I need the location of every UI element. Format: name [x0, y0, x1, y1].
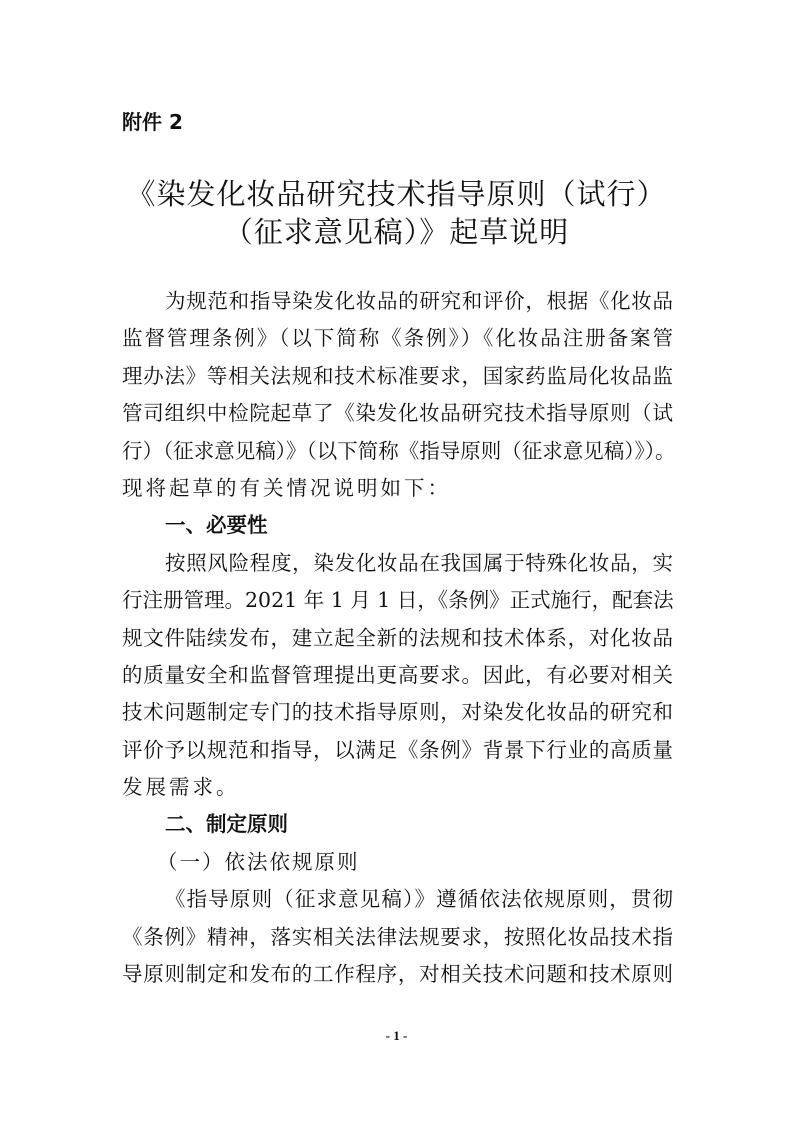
intro-line: 监督管理条例》（以下简称《条例》）《化妆品注册备案管: [122, 326, 673, 351]
section-heading-necessity: 一、必要性: [165, 513, 268, 538]
document-title-line-2: （征求意见稿）》起草说明: [223, 215, 570, 249]
section1-line: 的质量安全和监督管理提出更高要求。因此，有必要对相关: [122, 662, 673, 687]
document-title-line-1: 《染发化妆品研究技术指导原则（试行）: [126, 177, 667, 211]
subsection-heading-legal: （一）依法依规原则: [157, 849, 360, 874]
section1-line: 评价予以规范和指导，以满足《条例》背景下行业的高质量: [122, 737, 673, 762]
page-number: - 1 -: [385, 1028, 408, 1043]
intro-line: 管司组织中检院起草了《染发化妆品研究技术指导原则（试: [122, 401, 673, 426]
section1-line: 技术问题制定专门的技术指导原则，对染发化妆品的研究和: [122, 700, 673, 725]
section1-line: 发展需求。: [122, 775, 240, 800]
subsection-line: 导原则制定和发布的工作程序，对相关技术问题和技术原则: [122, 962, 673, 987]
attachment-label: 附件 2: [122, 110, 183, 134]
section1-line: 按照风险程度，染发化妆品在我国属于特殊化妆品，实: [165, 550, 673, 575]
intro-line: 现将起草的有关情况说明如下：: [122, 475, 451, 500]
section1-line: 行注册管理。2021 年 1 月 1 日，《条例》正式施行，配套法: [122, 588, 674, 613]
document-body: [122, 283, 676, 993]
section-heading-principles: 二、制定原则: [165, 812, 288, 837]
subsection-line: 《指导原则（征求意见稿）》遵循依法依规原则，贯彻: [165, 887, 673, 912]
subsection-line: 《条例》精神，落实相关法律法规要求，按照化妆品技术指: [122, 924, 673, 949]
intro-line: 为规范和指导染发化妆品的研究和评价，根据《化妆品: [165, 289, 673, 313]
intro-line: 理办法》等相关法规和技术标准要求，国家药监局化妆品监: [122, 363, 673, 388]
intro-line: 行）（征求意见稿）》（以下简称《指导原则（征求意见稿）》）。: [122, 438, 676, 463]
section1-line: 规文件陆续发布，建立起全新的法规和技术体系，对化妆品: [122, 625, 673, 650]
